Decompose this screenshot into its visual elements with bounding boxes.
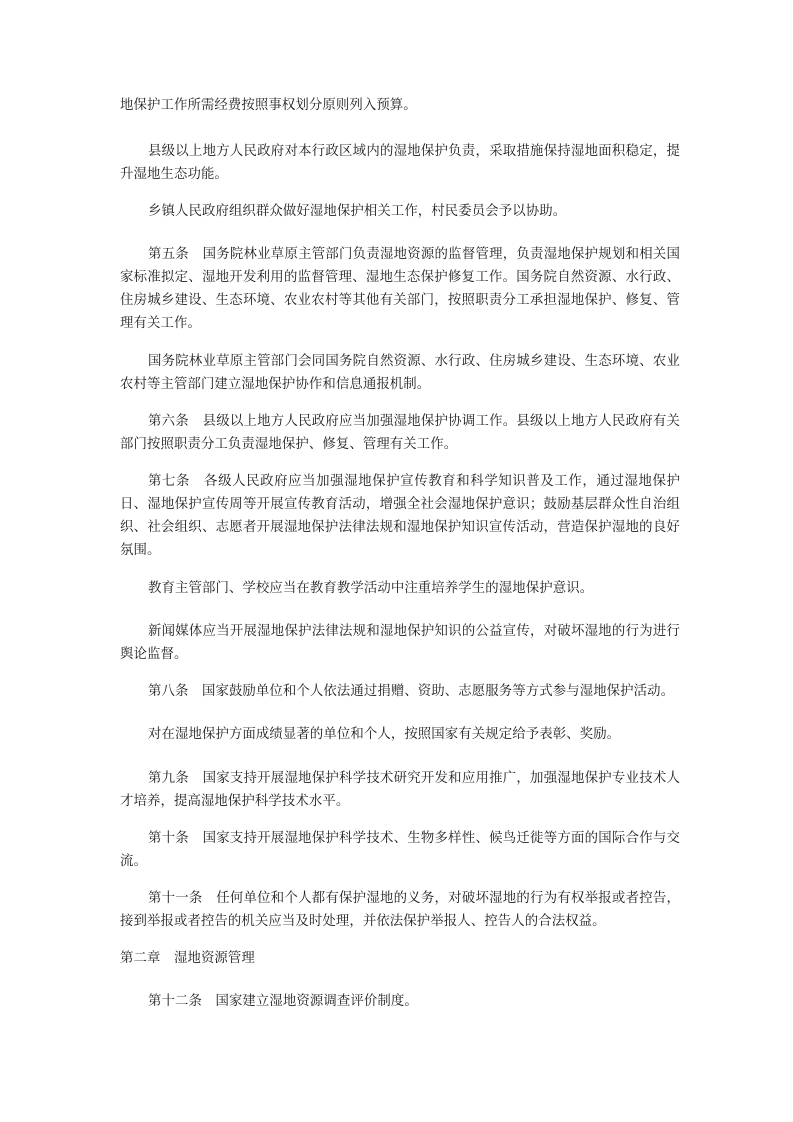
paragraph-article-6: 第六条 县级以上地方人民政府应当加强湿地保护协调工作。县级以上地方人民政府有关部门按照职责分工负责湿地保护、修复、管理有关工作。 — [120, 414, 680, 452]
paragraph-article-5: 第五条 国务院林业草原主管部门负责湿地资源的监督管理，负责湿地保护规划和相关国家标准拟定、湿地开发利用的监督管理、湿地生态保护修复工作。国务院自然资源、水行政、住房城乡建设、生态环境、农业农村等其他有关部门，按照职责分工承担湿地保护、修复、管理有关工作。 — [120, 247, 680, 331]
paragraph-county-government: 县级以上地方人民政府对本行政区域内的湿地保护负责，采取措施保持湿地面积稳定，提升湿地生态功能。 — [120, 144, 680, 182]
paragraph-media: 新闻媒体应当开展湿地保护法律法规和湿地保护知识的公益宣传，对破坏湿地的行为进行舆论监督。 — [120, 624, 680, 662]
paragraph-article-5-coordination: 国务院林业草原主管部门会同国务院自然资源、水行政、住房城乡建设、生态环境、农业农村等主管部门建立湿地保护协作和信息通报机制。 — [120, 354, 680, 392]
paragraph-article-7: 第七条 各级人民政府应当加强湿地保护宣传教育和科学知识普及工作，通过湿地保护日、湿地保护宣传周等开展宣传教育活动，增强全社会湿地保护意识；鼓励基层群众性自治组织、社会组织、志愿者开展湿地保护法律法规和湿地保护知识宣传活动，营造保护湿地的良好氛围。 — [120, 474, 680, 558]
paragraph-township-government: 乡镇人民政府组织群众做好湿地保护相关工作，村民委员会予以协助。 — [148, 204, 567, 219]
paragraph-article-11: 第十一条 任何单位和个人都有保护湿地的义务，对破坏湿地的行为有权举报或者控告，接到举报或者控告的机关应当及时处理，并依法保护举报人、控告人的合法权益。 — [120, 891, 680, 929]
paragraph-article-12: 第十二条 国家建立湿地资源调查评价制度。 — [148, 994, 418, 1009]
paragraph-education: 教育主管部门、学校应当在教育教学活动中注重培养学生的湿地保护意识。 — [148, 581, 594, 596]
chapter-heading: 第二章 湿地资源管理 — [120, 951, 255, 966]
paragraph-article-10: 第十条 国家支持开展湿地保护科学技术、生物多样性、候鸟迁徙等方面的国际合作与交流。 — [120, 831, 680, 869]
paragraph-awards: 对在湿地保护方面成绩显著的单位和个人，按照国家有关规定给予表彰、奖励。 — [148, 727, 621, 742]
paragraph-article-9: 第九条 国家支持开展湿地保护科学技术研究开发和应用推广，加强湿地保护专业技术人才培养，提高湿地保护科学技术水平。 — [120, 771, 680, 809]
paragraph-continuation: 地保护工作所需经费按照事权划分原则列入预算。 — [120, 98, 417, 113]
paragraph-article-8: 第八条 国家鼓励单位和个人依法通过捐赠、资助、志愿服务等方式参与湿地保护活动。 — [148, 684, 675, 699]
